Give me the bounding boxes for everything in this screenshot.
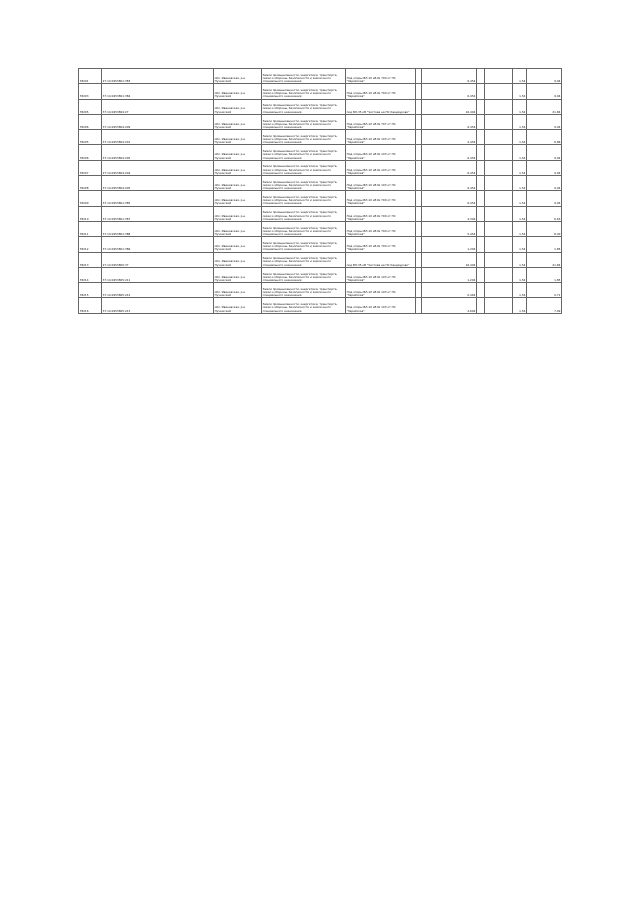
area-cell: 6,454 bbox=[422, 84, 477, 99]
rate-cell: 1,54 bbox=[513, 237, 527, 252]
cadastral-number-cell: 37:14:0453801:388 bbox=[102, 221, 214, 236]
table-row bbox=[79, 69, 562, 84]
table-row bbox=[79, 298, 562, 313]
rate-cell: 1,54 bbox=[513, 130, 527, 145]
empty-cell bbox=[477, 99, 485, 114]
area-cell: 6,454 bbox=[422, 176, 477, 191]
address-cell: обл. Ивановская, р-н Пучежский bbox=[214, 191, 262, 206]
tax-amount-cell: 7,09 bbox=[527, 298, 562, 313]
tax-amount-cell: 9,94 bbox=[527, 145, 562, 160]
empty-cell bbox=[485, 160, 513, 175]
row-number-cell: 78215 bbox=[79, 283, 102, 298]
empty-cell bbox=[477, 283, 485, 298]
table-row bbox=[79, 283, 562, 298]
land-category-cell: Земли промышленности, энергетики, транспорта, связи и обороны, безопасности и земли иного специального назначения bbox=[262, 283, 346, 298]
row-number-cell: 78206 bbox=[79, 114, 102, 129]
cadastral-number-cell: 27:14:0453801:383 bbox=[102, 69, 214, 84]
empty-cell bbox=[485, 145, 513, 160]
tax-amount-cell: 21,84 bbox=[527, 99, 562, 114]
table-row bbox=[79, 99, 562, 114]
empty-cell bbox=[477, 114, 485, 129]
row-number-cell: 78205 bbox=[79, 130, 102, 145]
address-cell: обл. Ивановская, р-н Пучежский bbox=[214, 283, 262, 298]
area-cell: 5,454 bbox=[422, 221, 477, 236]
empty-cell bbox=[485, 267, 513, 282]
land-category-cell: Земли промышленности, энергетики, транспорта, связи и обороны, безопасности и земли иного специального назначения bbox=[262, 130, 346, 145]
land-category-cell: Земли промышленности, энергетики, транспорта, связи и обороны, безопасности и земли иного специального назначения bbox=[262, 176, 346, 191]
tax-amount-cell: 9,94 bbox=[527, 176, 562, 191]
row-number-cell: 78207 bbox=[79, 160, 102, 175]
row-number-cell: 78206 bbox=[79, 145, 102, 160]
land-category-cell: Земли промышленности, энергетики, транспорта, связи и обороны, безопасности и земли иного специального назначения bbox=[262, 191, 346, 206]
permitted-use-cell: Под опоры ВЛ-10 кВ № 103 от ПС "Зарайская" bbox=[346, 145, 416, 160]
land-category-cell: Земли промышленности, энергетики, транспорта, связи и обороны, безопасности и земли иного специального назначения bbox=[262, 267, 346, 282]
tax-amount-cell: 9,94 bbox=[527, 69, 562, 84]
tax-amount-cell: 6,86 bbox=[527, 130, 562, 145]
area-cell: 6,454 bbox=[422, 160, 477, 175]
empty-cell bbox=[477, 160, 485, 175]
land-category-cell: Земли промышленности, энергетики, транспорта, связи и обороны, безопасности и земли иного специального назначения bbox=[262, 298, 346, 313]
empty-cell bbox=[477, 130, 485, 145]
area-cell: 16,404 bbox=[422, 252, 477, 267]
cadastral-number-cell: 27:14:0453805:37 bbox=[102, 252, 214, 267]
empty-cell bbox=[477, 84, 485, 99]
land-category-cell: Земли промышленности, энергетики, транспорта, связи и обороны, безопасности и земли иного специального назначения bbox=[262, 84, 346, 99]
table-row bbox=[79, 160, 562, 175]
empty-cell bbox=[485, 206, 513, 221]
land-category-cell: Земли промышленности, энергетики, транспорта, связи и обороны, безопасности и земли иного специального назначения bbox=[262, 145, 346, 160]
address-cell: обл. Ивановская, р-н Пучежский bbox=[214, 298, 262, 313]
rate-cell: 1,54 bbox=[513, 99, 527, 114]
cadastral-number-cell: 37:14:0453801:389 bbox=[102, 237, 214, 252]
permitted-use-cell: Под опоры ВЛ-10 кВ № 103 от ПС "Зарайская" bbox=[346, 283, 416, 298]
empty-cell bbox=[485, 298, 513, 313]
empty-cell bbox=[485, 221, 513, 236]
rate-cell: 1,54 bbox=[513, 191, 527, 206]
address-cell: обл. Ивановская, р-н Пучежский bbox=[214, 267, 262, 282]
tax-amount-cell: 9,94 bbox=[527, 160, 562, 175]
register-table bbox=[78, 68, 562, 314]
cadastral-number-cell: 37:14:0453804:205 bbox=[102, 176, 214, 191]
tax-amount-cell: 9,94 bbox=[527, 191, 562, 206]
empty-cell bbox=[477, 206, 485, 221]
land-category-cell: Земли промышленности, энергетики, транспорта, связи и обороны, безопасности и земли иного специального назначения bbox=[262, 252, 346, 267]
area-cell: 6,454 bbox=[422, 69, 477, 84]
address-cell: обл. Ивановская, р-н Пучежский bbox=[214, 252, 262, 267]
row-number-cell: 78208 bbox=[79, 176, 102, 191]
area-cell: 0,464 bbox=[422, 283, 477, 298]
permitted-use-cell: Под опоры ВЛ-10 кВ № 103 от ПС "Зарайская" bbox=[346, 267, 416, 282]
cadastral-number-cell: 27:14:0453804:204 bbox=[102, 160, 214, 175]
address-cell: обл. Ивановская, р-н Пучежский bbox=[214, 130, 262, 145]
empty-cell bbox=[485, 237, 513, 252]
register-table-body bbox=[79, 69, 562, 314]
rate-cell: 1,54 bbox=[513, 221, 527, 236]
permitted-use-cell: Под опоры ВЛ-10 кВ № 103 от ПС "Зарайская" bbox=[346, 298, 416, 313]
tax-amount-cell: 6,63 bbox=[527, 206, 562, 221]
table-row bbox=[79, 84, 562, 99]
permitted-use-cell: под ВЛ-35 кВ "Чистова на ПС Кандаурово" bbox=[346, 252, 416, 267]
address-cell: обл. Ивановская, р-н Пучежский bbox=[214, 99, 262, 114]
rate-cell: 1,54 bbox=[513, 160, 527, 175]
empty-cell bbox=[477, 191, 485, 206]
table-row bbox=[79, 206, 562, 221]
tax-amount-cell: 8,40 bbox=[527, 221, 562, 236]
permitted-use-cell: Под опоры ВЛ-10 кВ № 700 от ПС "Зарайская" bbox=[346, 84, 416, 99]
rate-cell: 1,54 bbox=[513, 84, 527, 99]
row-number-cell: 78212 bbox=[79, 237, 102, 252]
land-category-cell: Земли промышленности, энергетики, транспорта, связи и обороны, безопасности и земли иного специального назначения bbox=[262, 160, 346, 175]
land-category-cell: Земли промышленности, энергетики, транспорта, связи и обороны, безопасности и земли иного специального назначения bbox=[262, 206, 346, 221]
tax-amount-cell: 9,94 bbox=[527, 114, 562, 129]
area-cell: 4,304 bbox=[422, 206, 477, 221]
empty-cell bbox=[477, 237, 485, 252]
cadastral-number-cell: 37:14:0453804:209 bbox=[102, 114, 214, 129]
table-row bbox=[79, 237, 562, 252]
tax-amount-cell: 1,85 bbox=[527, 237, 562, 252]
empty-cell bbox=[485, 99, 513, 114]
cadastral-number-cell: 37:14:0453805:211 bbox=[102, 267, 214, 282]
tax-amount-cell: 9,94 bbox=[527, 84, 562, 99]
rate-cell: 1,54 bbox=[513, 298, 527, 313]
row-number-cell: 78214 bbox=[79, 267, 102, 282]
address-cell: обл. Ивановская, р-н Пучежский bbox=[214, 221, 262, 236]
tax-amount-cell: 1,85 bbox=[527, 267, 562, 282]
permitted-use-cell: Под опоры ВЛ-10 кВ № 700 от ПС "Зарайская" bbox=[346, 237, 416, 252]
land-category-cell: Земли промышленности, энергетики, транспорта, связи и обороны, безопасности и земли иного специального назначения bbox=[262, 237, 346, 252]
cadastral-number-cell: 37:14:0453801:387 bbox=[102, 206, 214, 221]
table-row bbox=[79, 130, 562, 145]
rate-cell: 1,54 bbox=[513, 176, 527, 191]
address-cell: обл. Ивановская, р-н Пучежский bbox=[214, 176, 262, 191]
row-number-cell: 78216 bbox=[79, 298, 102, 313]
area-cell: 1,204 bbox=[422, 267, 477, 282]
area-cell: 1,204 bbox=[422, 237, 477, 252]
table-row bbox=[79, 252, 562, 267]
empty-cell bbox=[485, 84, 513, 99]
empty-cell bbox=[485, 252, 513, 267]
empty-cell bbox=[477, 176, 485, 191]
row-number-cell: 78203 bbox=[79, 84, 102, 99]
area-cell: 6,454 bbox=[422, 145, 477, 160]
permitted-use-cell: Под опоры ВЛ-10 кВ № 700 от ПС "Зарайская" bbox=[346, 191, 416, 206]
permitted-use-cell: Под опоры ВЛ-10 кВ № 707 от ПС "Зарайская" bbox=[346, 114, 416, 129]
table-row bbox=[79, 191, 562, 206]
table-row bbox=[79, 176, 562, 191]
rate-cell: 1,54 bbox=[513, 114, 527, 129]
cadastral-number-cell: 37:14:0453804:201 bbox=[102, 130, 214, 145]
cadastral-number-cell: 37:14:0453804:27 bbox=[102, 99, 214, 114]
address-cell: обл. Ивановская, р-н Пучежский bbox=[214, 84, 262, 99]
row-number-cell: 78201 bbox=[79, 69, 102, 84]
table-row bbox=[79, 221, 562, 236]
rate-cell: 1,54 bbox=[513, 283, 527, 298]
empty-cell bbox=[477, 69, 485, 84]
address-cell: обл. Ивановская, р-н Пучежский bbox=[214, 69, 262, 84]
cadastral-number-cell: 37:14:0453805:213 bbox=[102, 298, 214, 313]
tax-amount-cell: 0,71 bbox=[527, 283, 562, 298]
permitted-use-cell: Под опоры ВЛ-10 кВ № 103 от ПС "Зарайская" bbox=[346, 176, 416, 191]
cadastral-number-cell: 37:14:0453804:205 bbox=[102, 145, 214, 160]
cadastral-number-cell: 37:14:0453805:212 bbox=[102, 283, 214, 298]
empty-cell bbox=[485, 114, 513, 129]
address-cell: обл. Ивановская, р-н Пучежский bbox=[214, 206, 262, 221]
row-number-cell: 78213 bbox=[79, 252, 102, 267]
land-category-cell: Земли промышленности, энергетики, транспорта, связи и обороны, безопасности и земли иного специального назначения bbox=[262, 69, 346, 84]
empty-cell bbox=[485, 69, 513, 84]
rate-cell: 1,54 bbox=[513, 206, 527, 221]
rate-cell: 1,54 bbox=[513, 267, 527, 282]
area-cell: 4,454 bbox=[422, 130, 477, 145]
rate-cell: 1,54 bbox=[513, 69, 527, 84]
land-category-cell: Земли промышленности, энергетики, транспорта, связи и обороны, безопасности и земли иного специального назначения bbox=[262, 99, 346, 114]
address-cell: обл. Ивановская, р-н Пучежский bbox=[214, 237, 262, 252]
area-cell: 16,404 bbox=[422, 99, 477, 114]
empty-cell bbox=[477, 145, 485, 160]
cadastral-number-cell: 37:14:0453801:384 bbox=[102, 84, 214, 99]
permitted-use-cell: Под опоры ВЛ-10 кВ № 700 от ПС "Зарайская" bbox=[346, 206, 416, 221]
area-cell: 6,454 bbox=[422, 114, 477, 129]
table-row bbox=[79, 145, 562, 160]
permitted-use-cell: Под опоры ВЛ-10 кВ № 103 от ПС "Зарайская" bbox=[346, 160, 416, 175]
area-cell: 6,454 bbox=[422, 191, 477, 206]
empty-cell bbox=[485, 191, 513, 206]
cadastral-number-cell: 37:14:0453801:385 bbox=[102, 191, 214, 206]
rate-cell: 1,54 bbox=[513, 145, 527, 160]
table-row bbox=[79, 114, 562, 129]
tax-amount-cell: 21,84 bbox=[527, 252, 562, 267]
permitted-use-cell: Под опоры ВЛ-10 кВ № 103 от ПС "Зарайская" bbox=[346, 130, 416, 145]
land-category-cell: Земли промышленности, энергетики, транспорта, связи и обороны, безопасности и земли иного специального назначения bbox=[262, 221, 346, 236]
empty-cell bbox=[477, 221, 485, 236]
permitted-use-cell: Под опоры ВЛ-10 кВ № 700 от ПС "Зарайская" bbox=[346, 221, 416, 236]
row-number-cell: 78205 bbox=[79, 99, 102, 114]
row-number-cell: 78209 bbox=[79, 191, 102, 206]
rate-cell: 1,54 bbox=[513, 252, 527, 267]
address-cell: обл. Ивановская, р-н Пучежский bbox=[214, 145, 262, 160]
permitted-use-cell: Под опоры ВЛ-10 кВ № 700 от ПС "Зарайская" bbox=[346, 69, 416, 84]
table-row bbox=[79, 267, 562, 282]
row-number-cell: 78211 bbox=[79, 221, 102, 236]
area-cell: 4,604 bbox=[422, 298, 477, 313]
address-cell: обл. Ивановская, р-н Пучежский bbox=[214, 160, 262, 175]
empty-cell bbox=[477, 298, 485, 313]
empty-cell bbox=[477, 252, 485, 267]
empty-cell bbox=[485, 130, 513, 145]
empty-cell bbox=[485, 283, 513, 298]
land-category-cell: Земли промышленности, энергетики, транспорта, связи и обороны, безопасности и земли иного специального назначения bbox=[262, 114, 346, 129]
empty-cell bbox=[485, 176, 513, 191]
address-cell: обл. Ивановская, р-н Пучежский bbox=[214, 114, 262, 129]
row-number-cell: 78210 bbox=[79, 206, 102, 221]
permitted-use-cell: под ВЛ-35 кВ "Чистова на ПС Кандаурово" bbox=[346, 99, 416, 114]
empty-cell bbox=[477, 267, 485, 282]
